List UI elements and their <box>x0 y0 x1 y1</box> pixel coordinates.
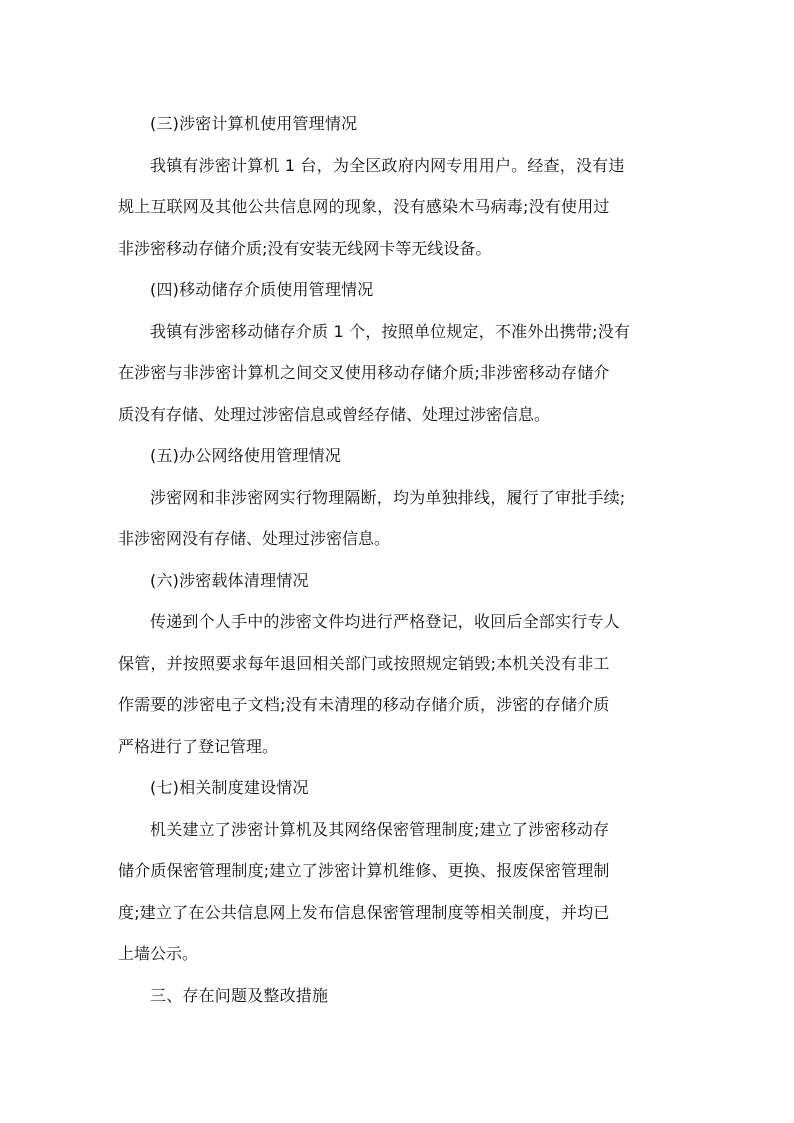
paragraph-line: 机关建立了涉密计算机及其网络保密管理制度;建立了涉密移动存 <box>150 819 610 839</box>
paragraph-line: 非涉密移动存储介质;没有安装无线网卡等无线设备。 <box>118 238 492 258</box>
paragraph-line: 度;建立了在公共信息网上发布信息保密管理制度等相关制度，并均已 <box>118 902 610 922</box>
paragraph-line: 在涉密与非涉密计算机之间交叉使用移动存储介质;非涉密移动存储介 <box>118 363 610 382</box>
paragraph-line: 我镇有涉密移动储存介质 1 个，按照单位规定，不准外出携带;没有 <box>150 321 631 341</box>
paragraph-line: 规上互联网及其他公共信息网的现象，没有感染木马病毒;没有使用过 <box>118 197 610 216</box>
paragraph-line: 涉密网和非涉密网实行物理隔断，均为单独排线，履行了审批手续; <box>150 487 626 507</box>
paragraph-line: 上墙公示。 <box>118 944 199 963</box>
section-heading: (四)移动储存介质使用管理情况 <box>150 280 374 299</box>
section-heading: (三)涉密计算机使用管理情况 <box>150 114 358 133</box>
paragraph-line: 传递到个人手中的涉密文件均进行严格登记，收回后全部实行专人 <box>150 612 620 631</box>
paragraph-line: 质没有存储、处理过涉密信息或曾经存储、处理过涉密信息。 <box>118 404 551 424</box>
section-computer-use <box>118 103 674 269</box>
section-storage-media <box>118 269 674 435</box>
paragraph-line: 我镇有涉密计算机 1 台，为全区政府内网专用用户。经查，没有违 <box>150 155 625 175</box>
section-heading: (六)涉密载体清理情况 <box>150 570 309 590</box>
paragraph-line: 非涉密网没有存储、处理过涉密信息。 <box>118 529 391 548</box>
section-office-network <box>118 435 674 560</box>
paragraph-line: 作需要的涉密电子文档;没有未清理的移动存储介质，涉密的存储介质 <box>118 695 610 714</box>
section-classified-carriers <box>118 560 674 768</box>
paragraph-line: 保管，并按照要求每年退回相关部门或按照规定销毁;本机关没有非工 <box>118 653 610 673</box>
final-section-heading: 三、存在问题及整改措施 <box>150 985 329 1005</box>
paragraph-line: 严格进行了登记管理。 <box>118 736 279 756</box>
section-heading: (七)相关制度建设情况 <box>150 778 309 797</box>
section-heading: (五)办公网络使用管理情况 <box>150 446 342 465</box>
paragraph-line: 储介质保密管理制度;建立了涉密计算机维修、更换、报废保密管理制 <box>118 861 610 880</box>
section-related-policies <box>118 767 674 975</box>
document-page <box>118 103 674 1016</box>
